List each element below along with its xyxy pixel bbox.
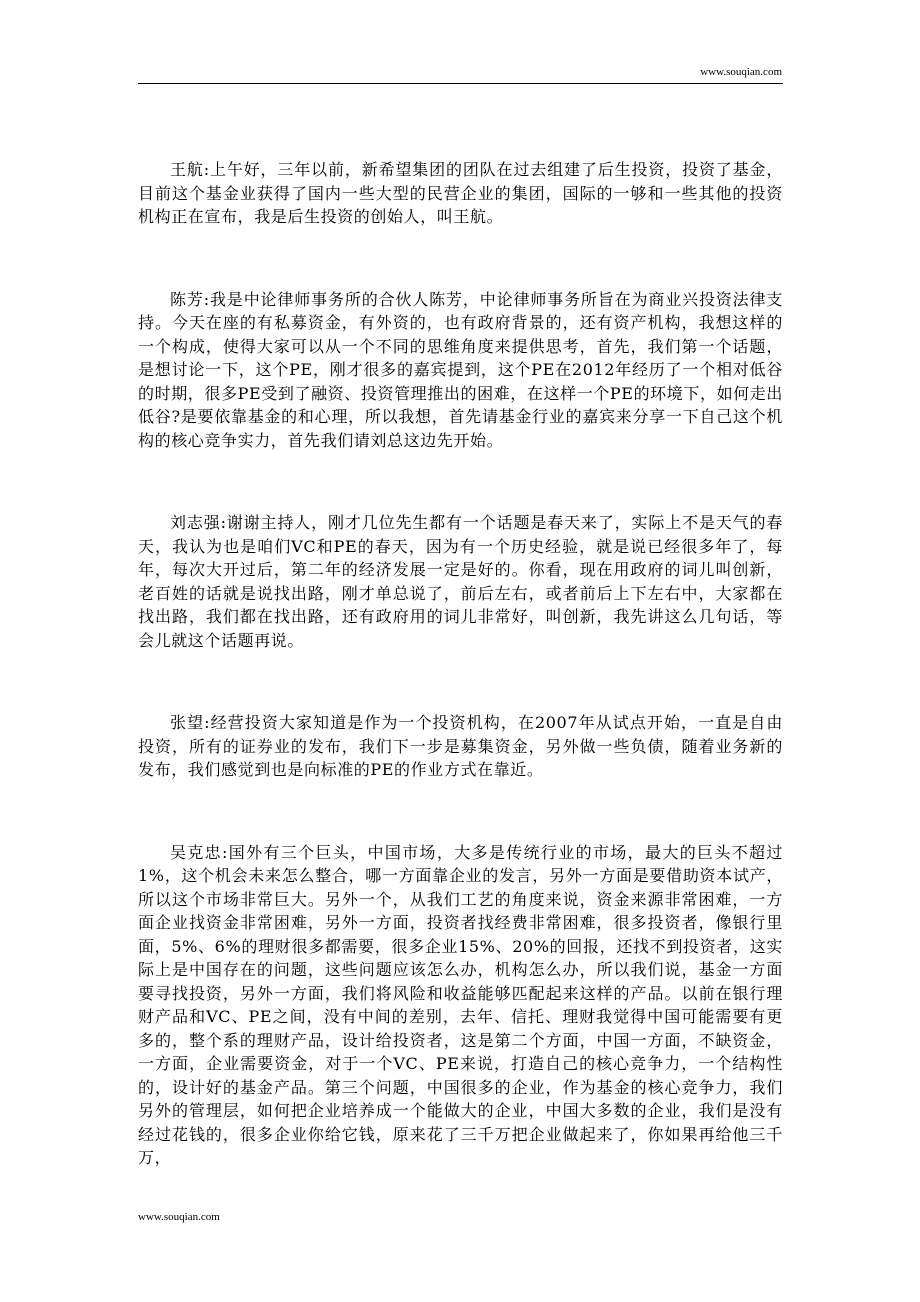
header-url: www.souqian.com xyxy=(700,66,782,78)
paragraph-wu-kezhong xyxy=(138,841,783,1170)
footer-url: www.souqian.com xyxy=(138,1211,220,1223)
paragraph-text: 国外有三个巨头，中国市场，大多是传统行业的市场，最大的巨头不超过1%，这个机会未来怎么整合，哪一方面靠企业的发言，另外一方面是要借助资本试产，所以这个市场非常巨大。另外一个，从我们工艺的角度来说，资金来源非常困难，一方面企业找资金非常困难，另外一方面，投资者找经费非常困难，很多投资者，像银行里面，5%、6%的理财很多都需要，很多企业15%、20%的回报，还找不到投资者，这实际上是中国存在的问题，这些问题应该怎么办，机构怎么办，所以我们说，基金一方面要寻找投资，另外一方面，我们将风险和收益能够匹配起来这样的产品。以前在银行理财产品和VC、PE之间，没有中间的差别，去年、信托、理财我觉得中国可能需要有更多的，整个系的理财产品，设计给投资者，这是第二个方面，中国一方面，不缺资金，一方面，企业需要资金，对于一个VC、PE来说，打造自己的核心竞争力，一个结构性的，设计好的基金产品。第三个问题，中国很多的企业，作为基金的核心竞争力，我们另外的管理层，如何把企业培养成一个能做大的企业，中国大多数的企业，我们是没有经过花钱的，很多企业你给它钱，原来花了三千万把企业做起来了，你如果再给他三千万， xyxy=(138,842,784,1167)
paragraph-chen-fang xyxy=(138,288,783,453)
speaker-name: 陈芳: xyxy=(170,289,210,309)
paragraph-text: 上午好，三年以前，新希望集团的团队在过去组建了后生投资，投资了基金，目前这个基金业获得了国内一些大型的民营企业的集团，国际的一够和一些其他的投资机构正在宣布，我是后生投资的创始人，叫王航。 xyxy=(138,160,783,226)
paragraph-zhang-wang xyxy=(138,711,783,782)
paragraph-text: 我是中论律师事务所的合伙人陈芳，中论律师事务所旨在为商业兴投资法律支持。今天在座的有私募资金，有外资的，也有政府背景的，还有资产机构，我想这样的一个构成，使得大家可以从一个不同的思维角度来提供思考，首先，我们第一个话题，是想讨论一下，这个PE，刚才很多的嘉宾提到，这个PE在2012年经历了一个相对低谷的时期，很多PE受到了融资、投资管理推出的困难，在这样一个PE的环境下，如何走出低谷?是要依靠基金的和心理，所以我想，首先请基金行业的嘉宾来分享一下自己这个机构的核心竞争实力，首先我们请刘总这边先开始。 xyxy=(138,289,783,450)
speaker-name: 张望: xyxy=(170,713,211,732)
document-body xyxy=(138,158,783,1170)
speaker-name: 刘志强: xyxy=(170,513,227,532)
speaker-name: 王航: xyxy=(170,160,210,179)
paragraph-text: 谢谢主持人，刚才几位先生都有一个话题是春天来了，实际上不是天气的春天，我认为也是咱们VC和PE的春天，因为有一个历史经验，就是说已经很多年了，每年，每次大开过后，第二年的经济发展一定是好的。你看，现在用政府的词儿叫创新，老百姓的话就是说找出路，刚才单总说了，前后左右，或者前后上下左右中，大家都在找出路，我们都在找出路，还有政府用的词儿非常好，叫创新，我先讲这么几句话，等会儿就这个话题再说。 xyxy=(138,513,783,650)
paragraph-wang-hang xyxy=(138,158,783,229)
paragraph-liu-zhiqiang xyxy=(138,511,783,652)
speaker-name: 吴克忠: xyxy=(170,842,229,862)
paragraph-text: 经营投资大家知道是作为一个投资机构，在2007年从试点开始，一直是自由投资，所有的证券业的发布，我们下一步是募集资金，另外做一些负债，随着业务新的发布，我们感觉到也是向标准的PE的作业方式在靠近。 xyxy=(138,713,783,779)
header-divider xyxy=(138,83,783,84)
